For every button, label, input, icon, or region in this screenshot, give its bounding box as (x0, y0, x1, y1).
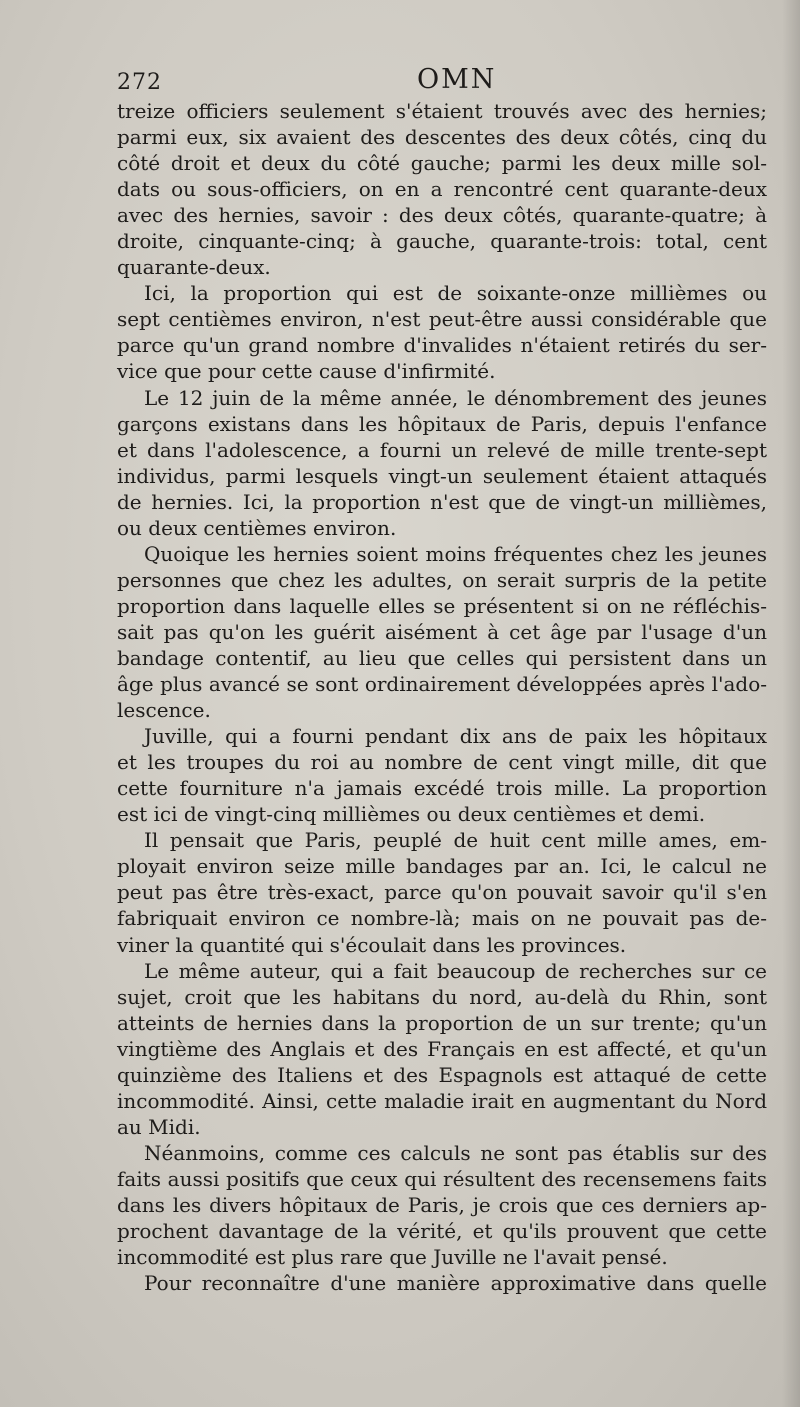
page-number: 272 (117, 70, 162, 95)
text-line: dans les divers hôpitaux de Paris, je crois que ces derniers ap- (117, 1192, 767, 1217)
text-line: treize officiers seulement s'étaient trouvés avec des hernies; (117, 99, 767, 123)
text-line: vice que pour cette cause d'infirmité. (117, 359, 496, 384)
text-line: Quoique les hernies soient moins fréquentes chez les jeunes (144, 541, 767, 566)
text-line: individus, parmi lesquels vingt-un seulement étaient attaqués (117, 463, 767, 488)
text-line: ployait environ seize mille bandages par an. Ici, le calcul ne (117, 854, 767, 879)
text-line: et les troupes du roi au nombre de cent vingt mille, dit que (117, 750, 767, 775)
text-line: prochent davantage de la vérité, et qu'ils prouvent que cette (117, 1219, 767, 1244)
text-line: Juville, qui a fourni pendant dix ans de paix les hôpitaux (144, 724, 767, 749)
text-line: incommodité. Ainsi, cette maladie irait en augmentant du Nord (117, 1088, 767, 1113)
text-line: ou deux centièmes environ. (117, 515, 397, 540)
text-line: atteints de hernies dans la proportion de un sur trente; qu'un (117, 1010, 767, 1035)
text-line: sept centièmes environ, n'est peut-être aussi considérable que (117, 307, 767, 332)
text-line: proportion dans laquelle elles se présentent si on ne réfléchis- (117, 593, 767, 618)
text-line: et dans l'adolescence, a fourni un relevé de mille trente-sept (117, 437, 767, 462)
text-line: sujet, croit que les habitans du nord, au-delà du Rhin, sont (117, 984, 767, 1009)
text-line: droite, cinquante-cinq; à gauche, quarante-trois: total, cent (117, 229, 767, 254)
text-line: est ici de vingt-cinq millièmes ou deux centièmes et demi. (117, 802, 706, 827)
text-line: garçons existans dans les hôpitaux de Paris, depuis l'enfance (117, 411, 767, 436)
text-line: au Midi. (117, 1114, 201, 1139)
text-line: de hernies. Ici, la proportion n'est que de vingt-un millièmes, (117, 489, 767, 514)
text-line: incommodité est plus rare que Juville ne l'avait pensé. (117, 1245, 668, 1270)
text-line: Néanmoins, comme ces calculs ne sont pas établis sur des (144, 1140, 767, 1165)
text-line: Ici, la proportion qui est de soixante-onze millièmes ou (144, 281, 767, 306)
text-line: viner la quantité qui s'écoulait dans les provinces. (117, 932, 627, 957)
text-line: côté droit et deux du côté gauche; parmi les deux mille sol- (117, 151, 767, 176)
text-line: parce qu'un grand nombre d'invalides n'étaient retirés du ser- (117, 333, 767, 358)
text-line: parmi eux, six avaient des descentes des deux côtés, cinq du (117, 125, 767, 150)
text-line: cette fourniture n'a jamais excédé trois mille. La proportion (117, 776, 767, 801)
text-line: lescence. (117, 698, 211, 723)
text-line: âge plus avancé se sont ordinairement développées après l'ado- (117, 672, 767, 697)
text-line: peut pas être très-exact, parce qu'on pouvait savoir qu'il s'en (117, 880, 767, 905)
text-line: bandage contentif, au lieu que celles qui persistent dans un (117, 645, 767, 670)
text-line: dats ou sous-officiers, on en a rencontré cent quarante-deux (117, 177, 767, 202)
text-line: Il pensait que Paris, peuplé de huit cent mille ames, em- (144, 828, 767, 853)
running-head (117, 64, 767, 98)
text-line: fabriquait environ ce nombre-là; mais on ne pouvait pas de- (117, 906, 767, 931)
text-line: sait pas qu'on les guérit aisément à cet âge par l'usage d'un (117, 619, 767, 644)
body-text (117, 98, 767, 1296)
text-line: avec des hernies, savoir : des deux côtés, quarante-quatre; à (117, 203, 767, 228)
text-line: personnes que chez les adultes, on serait surpris de la petite (117, 567, 767, 592)
text-line: quinzième des Italiens et des Espagnols est attaqué de cette (117, 1062, 767, 1087)
text-line: quarante-deux. (117, 255, 271, 280)
text-line: Pour reconnaître d'une manière approximative dans quelle (144, 1271, 767, 1296)
text-line: Le 12 juin de la même année, le dénombrement des jeunes (144, 385, 767, 410)
text-line: faits aussi positifs que ceux qui résultent des recensemens faits (117, 1166, 767, 1191)
text-line: Le même auteur, qui a fait beaucoup de recherches sur ce (144, 958, 767, 983)
text-line: vingtième des Anglais et des Français en est affecté, et qu'un (117, 1036, 767, 1061)
running-title: OMN (417, 64, 497, 95)
